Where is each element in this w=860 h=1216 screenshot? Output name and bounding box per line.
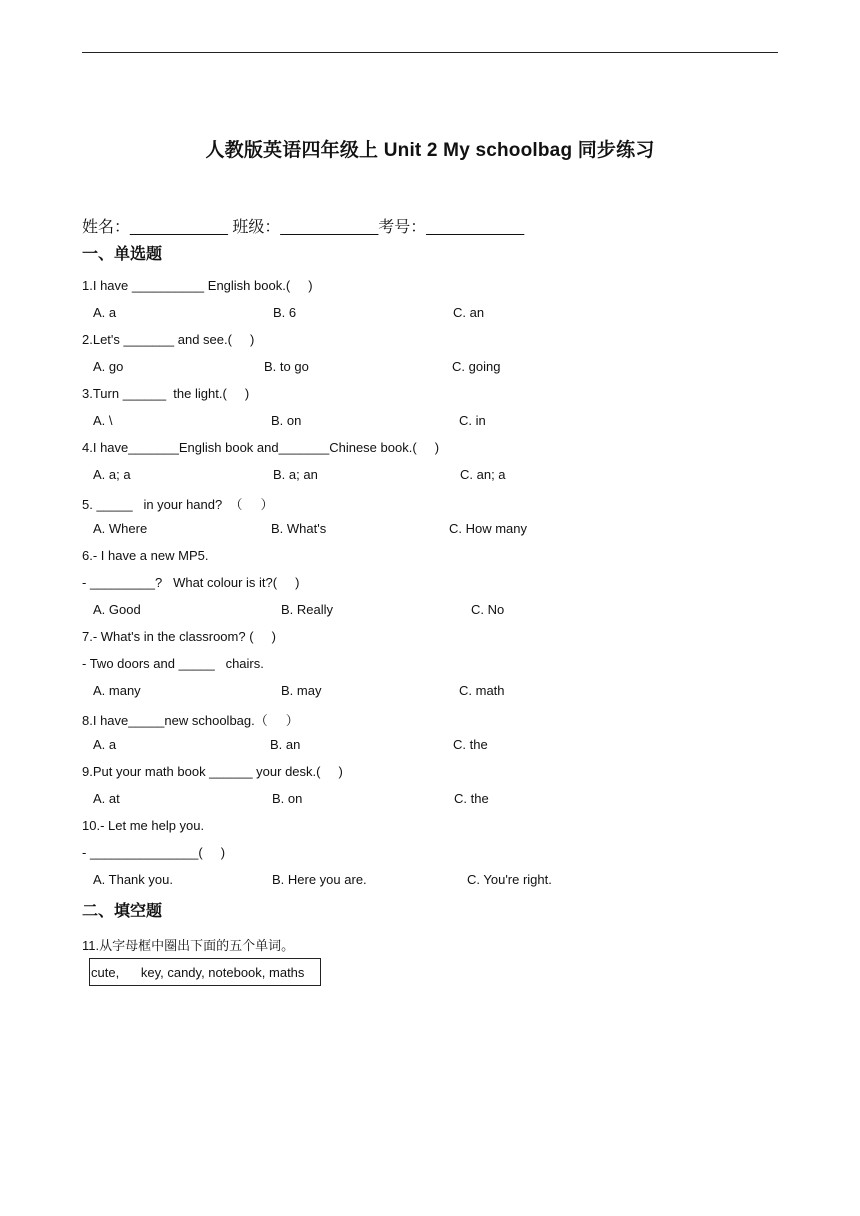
question-2-stem: 2.Let's _______ and see.( ): [82, 332, 255, 347]
question-3-stem: 3.Turn ______ the light.( ): [82, 386, 250, 401]
option-b: B. on: [271, 413, 302, 428]
question-7-options: [0, 683, 860, 701]
question-4-options: [0, 467, 860, 485]
option-a: A. Where: [93, 521, 148, 536]
option-c: C. No: [471, 602, 505, 617]
option-c: C. You're right.: [467, 872, 552, 887]
question-9-stem: 9.Put your math book ______ your desk.( ): [82, 764, 343, 779]
option-a: A. \: [93, 413, 113, 428]
question-4-stem: 4.I have_______English book and_______Chinese book.( ): [82, 440, 440, 455]
question-6-stem-line-2: - _________? What colour is it?( ): [82, 575, 300, 590]
option-c: C. the: [453, 737, 488, 752]
question-8-options: [0, 737, 860, 755]
option-b: B. may: [281, 683, 322, 698]
option-b: B. on: [272, 791, 303, 806]
question-6-stem: 6.- I have a new MP5.: [82, 548, 209, 563]
question-5-stem: 5. _____ in your hand? （ ）: [82, 497, 274, 512]
option-a: A. go: [93, 359, 124, 374]
question-1-options: [0, 305, 860, 323]
question-7-stem-line-2: - Two doors and _____ chairs.: [82, 656, 264, 671]
option-a: A. Good: [93, 602, 141, 617]
option-c: C. math: [459, 683, 505, 698]
option-b: B. 6: [273, 305, 297, 320]
option-c: C. How many: [449, 521, 528, 536]
option-a: A. many: [93, 683, 141, 698]
question-7-stem: 7.- What's in the classroom? ( ): [82, 629, 276, 644]
option-b: B. Here you are.: [272, 872, 367, 887]
question-10-options: [0, 872, 860, 890]
option-b: B. Really: [281, 602, 334, 617]
section-heading-single-choice: 一、单选题: [82, 246, 163, 263]
option-a: A. a; a: [93, 467, 131, 482]
option-c: C. the: [454, 791, 489, 806]
option-b: B. an: [270, 737, 301, 752]
page-title: 人教版英语四年级上 Unit 2 My schoolbag 同步练习: [205, 140, 655, 161]
option-a: A. at: [93, 791, 120, 806]
question-6-options: [0, 602, 860, 620]
option-a: A. Thank you.: [93, 872, 173, 887]
word-box: cute, key, candy, notebook, maths: [89, 958, 321, 986]
question-2-options: [0, 359, 860, 377]
option-b: B. What's: [271, 521, 327, 536]
question-11-stem: 11.从字母框中圈出下面的五个单词。: [82, 938, 295, 953]
option-c: C. an; a: [460, 467, 506, 482]
option-a: A. a: [93, 305, 117, 320]
question-9-options: [0, 791, 860, 809]
option-b: B. to go: [264, 359, 309, 374]
section-heading-fill-in: 二、填空题: [82, 903, 163, 920]
question-3-options: [0, 413, 860, 431]
question-5-options: [0, 521, 860, 539]
option-c: C. going: [452, 359, 501, 374]
option-c: C. an: [453, 305, 485, 320]
question-8-stem: 8.I have_____new schoolbag.（ ）: [82, 713, 299, 728]
option-b: B. a; an: [273, 467, 318, 482]
question-1-stem: 1.I have __________ English book.( ): [82, 278, 313, 293]
question-10-stem-line-2: - _______________( ): [82, 845, 226, 860]
header-rule: [82, 52, 778, 53]
option-c: C. in: [459, 413, 486, 428]
student-info-line: 姓名：___________ 班级：___________考号：___________: [82, 219, 525, 236]
option-a: A. a: [93, 737, 117, 752]
question-10-stem: 10.- Let me help you.: [82, 818, 205, 833]
